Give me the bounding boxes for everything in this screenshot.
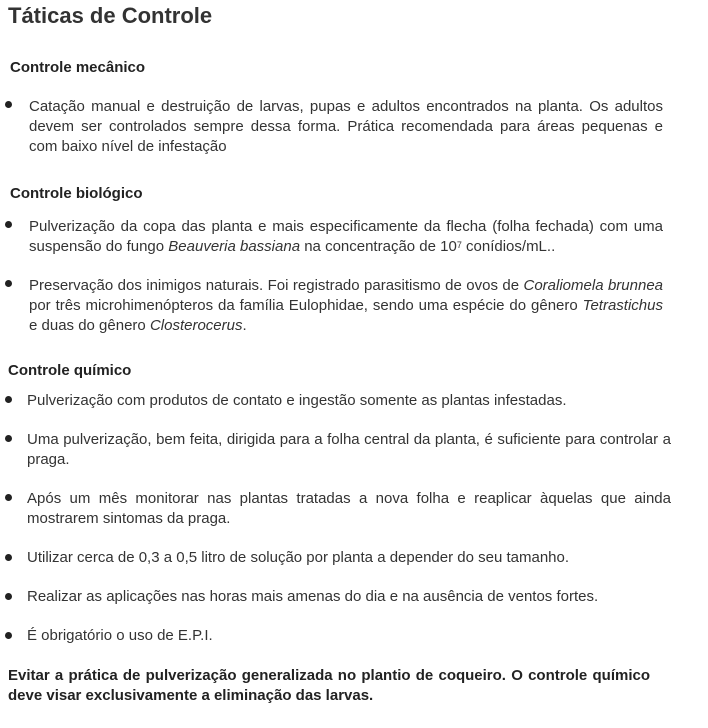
- list-item-biologico-2: Preservação dos inimigos naturais. Foi registrado parasitismo de ovos de Coraliomela brunnea por três microhimenópteros da família Eulophidae, sendo uma espécie do gênero Tetrastichus e duas do gênero Closterocerus.: [29, 277, 664, 334]
- list-item-quimico-3: Após um mês monitorar nas plantas tratadas a nova folha e reaplicar àquelas que ainda mostrarem sintomas da praga.: [27, 490, 671, 527]
- section-heading-quimico: Controle químico: [8, 362, 132, 379]
- genus-name: Tetrastichus: [582, 297, 663, 314]
- list-item-quimico-6: É obrigatório o uso de E.P.I.: [27, 627, 213, 644]
- species-name: Beauveria bassiana: [168, 238, 301, 255]
- list-item-quimico-2: Uma pulverização, bem feita, dirigida para a folha central da planta, é suficiente para controlar a praga.: [27, 431, 671, 468]
- bullet-icon: [5, 280, 12, 287]
- list-item-quimico-4: Utilizar cerca de 0,3 a 0,5 litro de solução por planta a depender do seu tamanho.: [27, 549, 570, 566]
- species-name: Coraliomela brunnea: [523, 277, 664, 294]
- list-item-mecanico-1: Catação manual e destruição de larvas, pupas e adultos encontrados na planta. Os adultos devem ser controlados sempre dessa forma. Prática recomendada para áreas pequenas e com baixo nível de infestação: [29, 98, 663, 155]
- section-heading-biologico: Controle biológico: [10, 185, 143, 202]
- bullet-icon: [5, 435, 12, 442]
- list-item-quimico-1: Pulverização com produtos de contato e ingestão somente as plantas infestadas.: [27, 392, 567, 409]
- bullet-icon: [5, 632, 12, 639]
- exponent: 7: [456, 240, 462, 250]
- bullet-icon: [5, 101, 12, 108]
- bullet-icon: [5, 593, 12, 600]
- final-note: Evitar a prática de pulverização generalizada no plantio de coqueiro. O controle químico deve visar exclusivamente a eliminação das larvas.: [8, 667, 650, 704]
- bullet-icon: [5, 494, 12, 501]
- page-title: Táticas de Controle: [8, 3, 213, 28]
- list-item-quimico-5: Realizar as aplicações nas horas mais amenas do dia e na ausência de ventos fortes.: [27, 588, 599, 605]
- bullet-icon: [5, 221, 12, 228]
- section-heading-mecanico: Controle mecânico: [10, 59, 146, 76]
- bullet-icon: [5, 554, 12, 561]
- list-item-biologico-1: Pulverização da copa das planta e mais especificamente da flecha (folha fechada) com uma suspensão do fungo Beauveria bassiana na concentração de $10^7$ conídios/mL..: [29, 218, 663, 255]
- genus-name: Closterocerus: [149, 317, 243, 334]
- bullet-icon: [5, 396, 12, 403]
